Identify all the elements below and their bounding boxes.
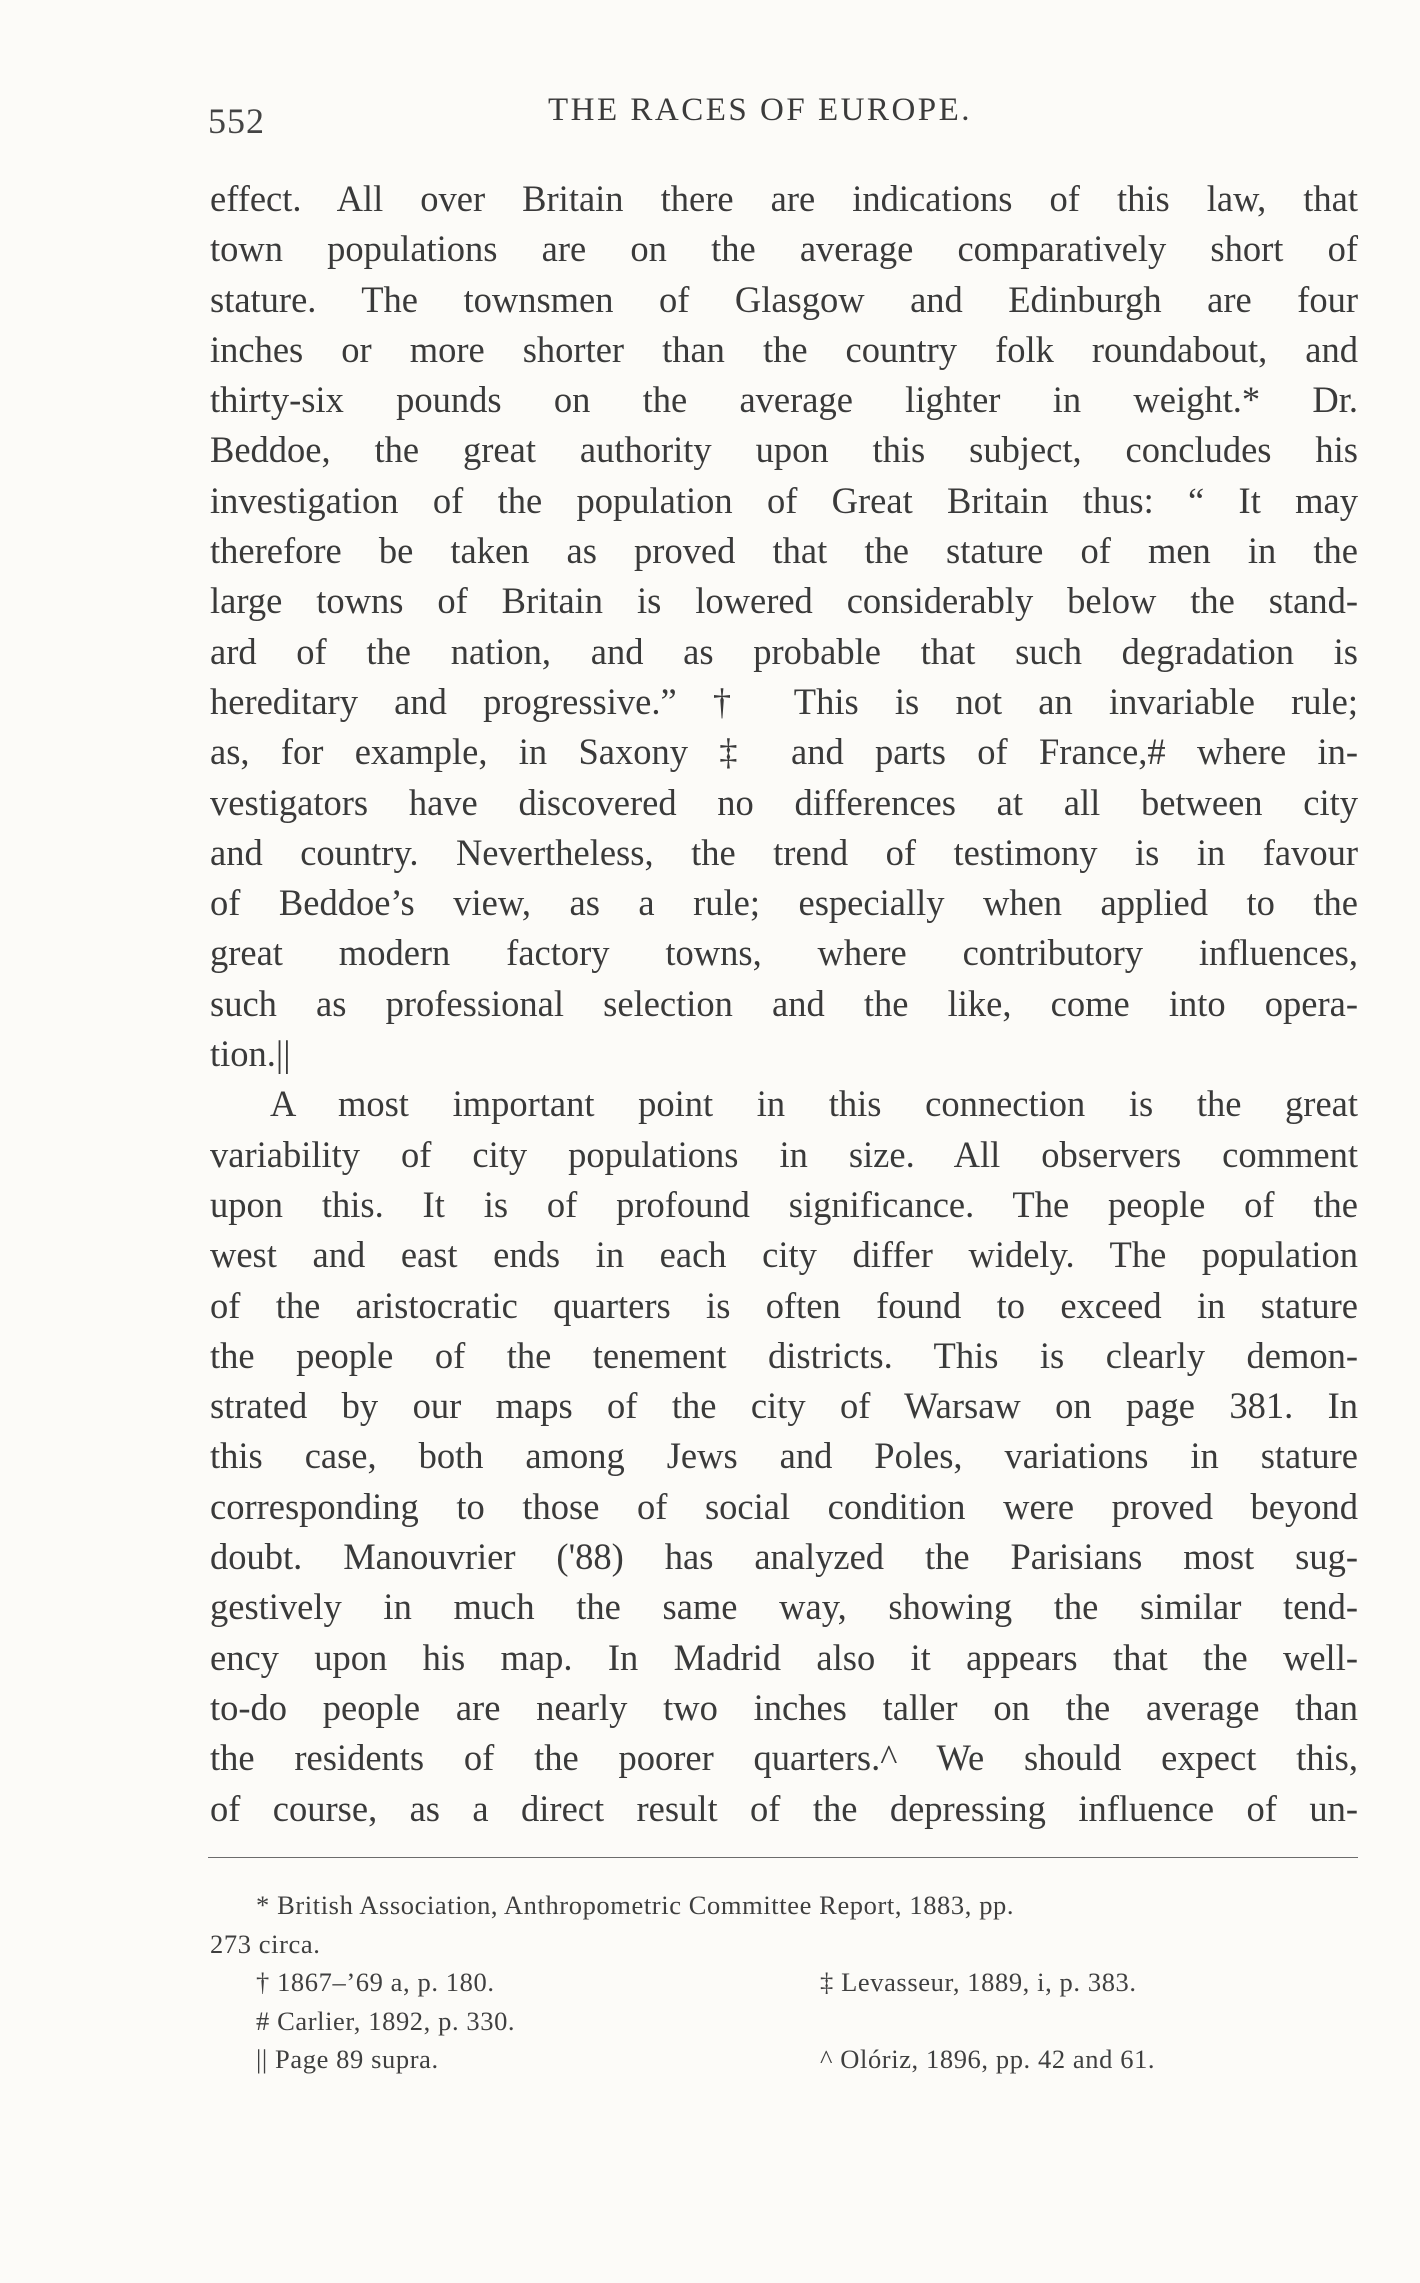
text-line: upon this. It is of profound significance. The people of the <box>210 1183 1358 1225</box>
text-line: gestively in much the same way, showing the similar tend- <box>210 1586 1358 1628</box>
footnote-divider <box>208 1857 1358 1858</box>
text-line: corresponding to those of social condition were proved beyond <box>210 1485 1358 1527</box>
text-line: hereditary and progressive.” † This is not an invariable rule; <box>210 680 1358 722</box>
running-title: THE RACES OF EUROPE. <box>548 92 973 128</box>
text-line: large towns of Britain is lowered considerably below the stand- <box>210 580 1358 622</box>
text-line: west and east ends in each city differ widely. The population <box>210 1234 1358 1276</box>
text-line: of course, as a direct result of the depressing influence of un- <box>210 1787 1358 1829</box>
footnote-dagger: † 1867–’69 a, p. 180. <box>256 1967 495 1997</box>
text-line: town populations are on the average comparatively short of <box>210 228 1358 270</box>
text-line: ard of the nation, and as probable that such degradation is <box>210 630 1358 672</box>
text-line: therefore be taken as proved that the stature of men in the <box>210 530 1358 572</box>
footnote-double-dagger: ‡ Levasseur, 1889, i, p. 383. <box>820 1967 1137 1997</box>
text-line: and country. Nevertheless, the trend of testimony is in favour <box>210 831 1358 873</box>
text-line: Beddoe, the great authority upon this subject, concludes his <box>210 429 1358 471</box>
text-line: this case, both among Jews and Poles, variations in stature <box>210 1435 1358 1477</box>
text-line: of the aristocratic quarters is often found to exceed in stature <box>210 1284 1358 1326</box>
text-line: effect. All over Britain there are indications of this law, that <box>210 178 1358 219</box>
text-line: great modern factory towns, where contributory influences, <box>210 932 1358 974</box>
text-line: doubt. Manouvrier ('88) has analyzed the Parisians most sug- <box>210 1536 1358 1578</box>
text-line: to-do people are nearly two inches taller on the average than <box>210 1686 1358 1728</box>
text-line: the people of the tenement districts. This is clearly demon- <box>210 1334 1358 1376</box>
text-line: variability of city populations in size. All observers comment <box>210 1133 1358 1175</box>
footnote-1-line-1: * British Association, Anthropometric Committee Report, 1883, pp. <box>256 1890 1015 1920</box>
text-line: thirty-six pounds on the average lighter in weight.* Dr. <box>210 379 1358 421</box>
text-line: stature. The townsmen of Glasgow and Edinburgh are four <box>210 278 1358 320</box>
text-line: ency upon his map. In Madrid also it appears that the well- <box>210 1636 1358 1678</box>
text-line: tion.|| <box>210 1033 291 1075</box>
footnote-hash: # Carlier, 1892, p. 330. <box>256 2005 516 2036</box>
footnote-parallel: || Page 89 supra. <box>256 2044 439 2074</box>
text-line: vestigators have discovered no differences at all between city <box>210 781 1358 823</box>
text-line: the residents of the poorer quarters.^ We should expect this, <box>210 1737 1358 1779</box>
footnote-1-line-2: 273 circa. <box>210 1928 321 1959</box>
text-line: of Beddoe’s view, as a rule; especially when applied to the <box>210 882 1358 924</box>
text-line: A most important point in this connection is the great <box>270 1083 1358 1125</box>
page-number: 552 <box>208 101 265 141</box>
footnote-caret: ^ Olóriz, 1896, pp. 42 and 61. <box>820 2044 1156 2074</box>
text-line: inches or more shorter than the country folk roundabout, and <box>210 328 1358 370</box>
text-line: strated by our maps of the city of Warsaw on page 381. In <box>210 1385 1358 1427</box>
footnotes <box>210 1886 1360 2079</box>
text-line: as, for example, in Saxony ‡ and parts of France,# where in- <box>210 731 1358 773</box>
text-line: such as professional selection and the like, come into opera- <box>210 982 1358 1024</box>
body-text <box>210 174 1358 1834</box>
text-line: investigation of the population of Great Britain thus: “ It may <box>210 479 1358 521</box>
